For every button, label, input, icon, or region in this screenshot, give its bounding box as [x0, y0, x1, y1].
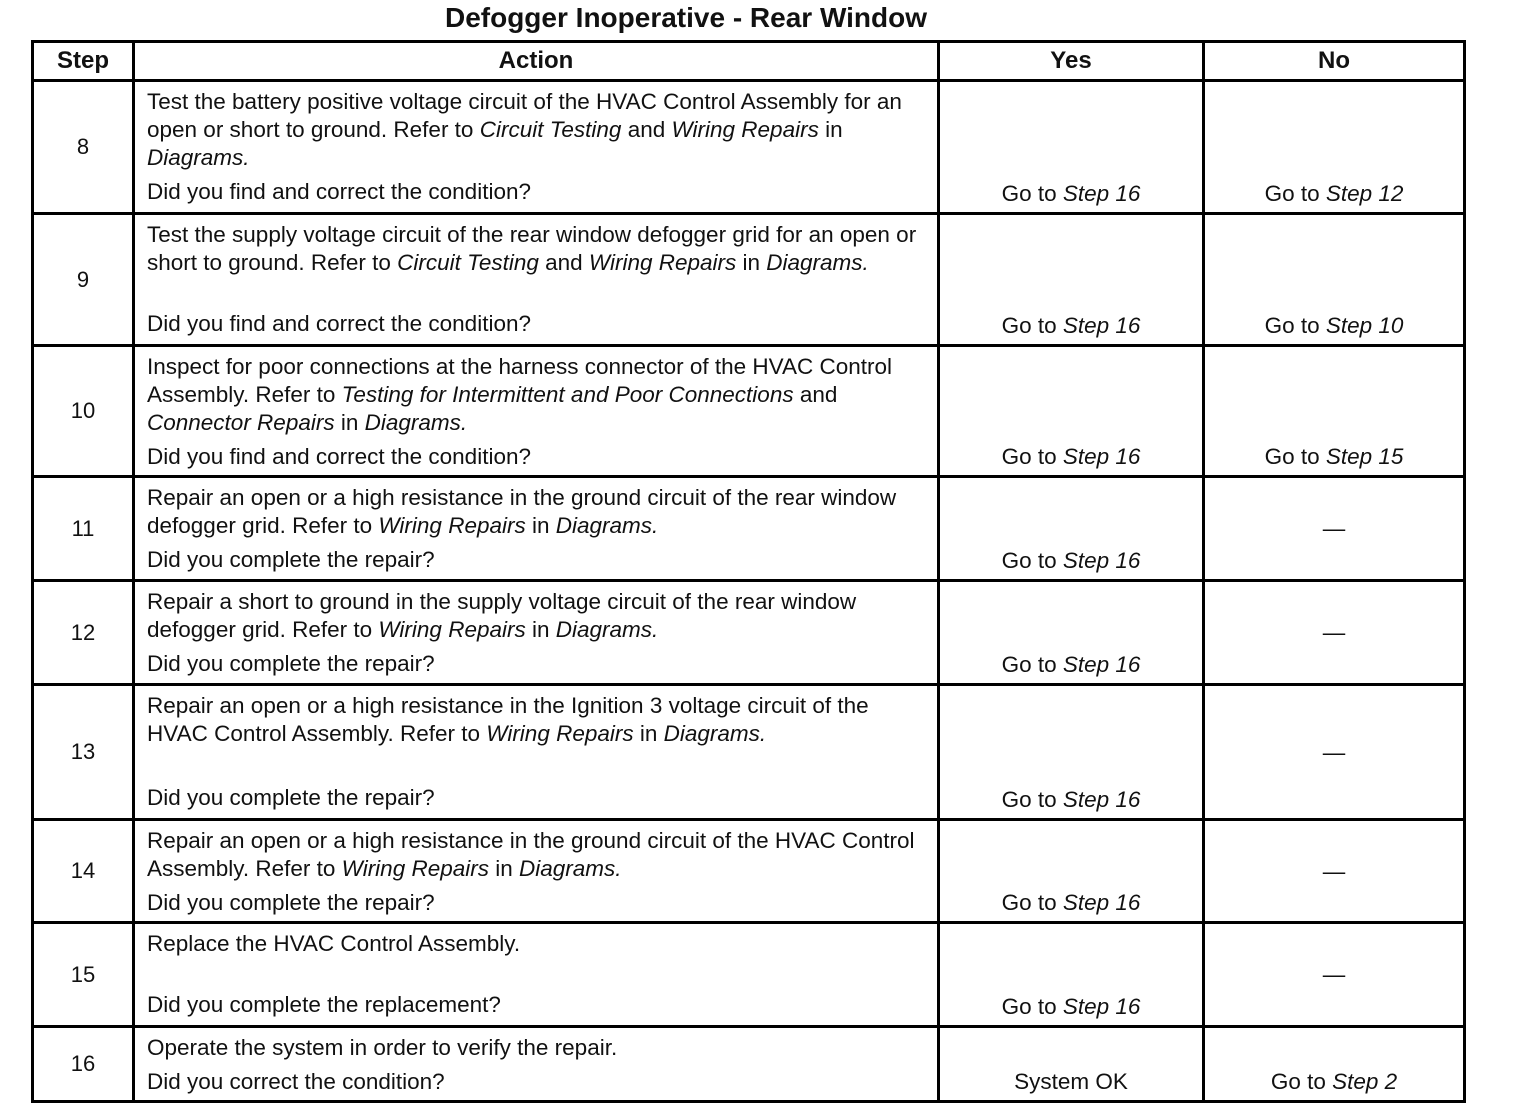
action-text: Diagrams.: [555, 513, 659, 538]
action-text: Test the battery positive voltage circuit of the HVAC Control Assembly for an open or short to ground. Refer to: [147, 89, 902, 142]
header-step: Step: [33, 42, 134, 81]
no-text: Go to: [1270, 1069, 1333, 1094]
no-result: [1204, 685, 1465, 820]
no-result: [1204, 820, 1465, 923]
action-text: in: [736, 250, 767, 275]
step-number: 14: [33, 820, 134, 923]
action-text: Repair an open or a high resistance in the ground circuit of the rear window defogger grid. Refer to: [147, 485, 897, 538]
no-text: Step 2: [1332, 1069, 1398, 1094]
action-cell: [134, 923, 939, 1027]
header-row: [33, 42, 1465, 81]
no-result: [1204, 81, 1465, 214]
no-text: —: [1322, 858, 1346, 884]
action-text: Repair an open or a high resistance in the ground circuit of the HVAC Control Assembly. Refer to: [147, 828, 915, 881]
action-text: Connector Repairs: [147, 410, 335, 435]
diagnostic-table: [31, 40, 1466, 1103]
yes-result: [939, 581, 1204, 685]
step-number: 9: [33, 214, 134, 346]
no-text: —: [1322, 516, 1346, 541]
action-text: Diagrams.: [147, 145, 250, 170]
step-number: 8: [33, 81, 134, 214]
step-number: 13: [33, 685, 134, 820]
yes-text: Go to: [1001, 181, 1063, 206]
action-question: Did you complete the replacement?: [147, 992, 501, 1017]
action-question: Did you correct the condition?: [147, 1069, 445, 1094]
header-action: Action: [134, 42, 939, 81]
yes-result: [939, 346, 1204, 477]
action-text: Diagrams.: [555, 617, 659, 642]
no-text: —: [1322, 962, 1346, 987]
header-yes: Yes: [939, 42, 1204, 81]
action-instruction: [147, 692, 927, 748]
action-text: Wiring Repairs: [588, 250, 737, 275]
step-number: 11: [33, 477, 134, 581]
action-instruction: [147, 221, 927, 277]
no-text: Go to: [1264, 181, 1326, 206]
yes-text: Step 16: [1062, 787, 1141, 812]
table-row: [33, 477, 1465, 581]
yes-text: Step 16: [1062, 444, 1141, 469]
action-text: Wiring Repairs: [486, 721, 634, 746]
step-number: 12: [33, 581, 134, 685]
action-text: Wiring Repairs: [378, 513, 526, 538]
yes-text: Go to: [1001, 548, 1063, 573]
no-text: Step 10: [1325, 313, 1404, 338]
yes-text: Go to: [1001, 313, 1063, 338]
table-row: [33, 581, 1465, 685]
action-text: and: [538, 250, 589, 275]
action-question: Did you find and correct the condition?: [147, 311, 531, 336]
action-text: in: [334, 410, 365, 435]
action-question: Did you complete the repair?: [147, 890, 435, 915]
action-text: Wiring Repairs: [341, 856, 489, 881]
no-result: [1204, 923, 1465, 1027]
action-text: in: [818, 117, 843, 142]
action-text: Diagrams.: [766, 250, 869, 275]
action-question: Did you find and correct the condition?: [147, 179, 531, 204]
no-result: [1204, 346, 1465, 477]
yes-text: Step 16: [1062, 548, 1141, 573]
yes-result: [939, 1027, 1204, 1102]
action-text: Diagrams.: [663, 721, 767, 746]
yes-result: [939, 923, 1204, 1027]
header-no: No: [1204, 42, 1465, 81]
yes-text: Step 16: [1062, 994, 1141, 1019]
action-question: Did you complete the repair?: [147, 651, 435, 676]
no-result: [1204, 1027, 1465, 1102]
action-text: Diagrams.: [519, 856, 622, 881]
yes-text: Go to: [1001, 890, 1063, 915]
action-cell: [134, 346, 939, 477]
action-cell: [134, 477, 939, 581]
no-text: Step 12: [1325, 181, 1404, 206]
action-text: in: [525, 617, 556, 642]
table-row: [33, 820, 1465, 923]
action-text: and: [621, 117, 672, 142]
yes-text: Go to: [1001, 994, 1063, 1019]
action-text: and: [793, 382, 838, 407]
action-question: Did you complete the repair?: [147, 785, 435, 810]
table-row: [33, 1027, 1465, 1102]
yes-text: System OK: [1014, 1069, 1128, 1094]
no-result: [1204, 581, 1465, 685]
action-question: Did you find and correct the condition?: [147, 444, 531, 469]
no-text: Go to: [1264, 313, 1326, 338]
action-text: Operate the system in order to verify the repair.: [147, 1035, 618, 1060]
action-cell: [134, 81, 939, 214]
action-instruction: [147, 353, 927, 437]
no-text: Go to: [1264, 444, 1326, 469]
action-text: Test the supply voltage circuit of the rear window defogger grid for an open or short to ground. Refer to: [147, 222, 917, 275]
table-row: [33, 214, 1465, 346]
action-text: Testing for Intermittent and Poor Connections: [341, 382, 794, 407]
yes-result: [939, 685, 1204, 820]
yes-result: [939, 477, 1204, 581]
action-text: in: [525, 513, 556, 538]
action-text: Circuit Testing: [397, 250, 539, 275]
table-row: [33, 81, 1465, 214]
table-row: [33, 923, 1465, 1027]
yes-text: Go to: [1001, 787, 1063, 812]
yes-result: [939, 820, 1204, 923]
step-number: 15: [33, 923, 134, 1027]
action-instruction: [147, 588, 927, 644]
step-number: 16: [33, 1027, 134, 1102]
action-text: Wiring Repairs: [378, 617, 526, 642]
action-instruction: [147, 1034, 927, 1062]
yes-text: Go to: [1001, 444, 1063, 469]
yes-result: [939, 214, 1204, 346]
table-body: [33, 81, 1465, 1102]
action-question: Did you complete the repair?: [147, 547, 435, 572]
action-cell: [134, 820, 939, 923]
action-text: in: [633, 721, 664, 746]
action-instruction: [147, 930, 927, 958]
action-instruction: [147, 88, 927, 172]
yes-text: Go to: [1001, 652, 1063, 677]
action-cell: [134, 685, 939, 820]
no-text: —: [1322, 620, 1346, 645]
action-text: Wiring Repairs: [671, 117, 819, 142]
no-result: [1204, 477, 1465, 581]
action-instruction: [147, 484, 927, 540]
yes-text: Step 16: [1062, 181, 1141, 206]
action-text: Replace the HVAC Control Assembly.: [147, 931, 521, 956]
action-text: Repair an open or a high resistance in the Ignition 3 voltage circuit of the HVAC Control Assembly. Refer to: [147, 693, 869, 746]
yes-text: Step 16: [1062, 313, 1141, 338]
no-result: [1204, 214, 1465, 346]
page-title: Defogger Inoperative - Rear Window: [444, 2, 928, 33]
no-text: Step 15: [1325, 444, 1404, 469]
action-instruction: [147, 827, 927, 883]
action-text: Diagrams.: [364, 410, 468, 435]
step-number: 10: [33, 346, 134, 477]
action-cell: [134, 214, 939, 346]
action-cell: [134, 581, 939, 685]
no-text: —: [1322, 739, 1346, 765]
yes-text: Step 16: [1062, 890, 1141, 915]
action-text: Inspect for poor connections at the harness connector of the HVAC Control Assembly. Refer to: [147, 354, 892, 407]
table-row: [33, 346, 1465, 477]
action-text: Circuit Testing: [479, 117, 622, 142]
action-text: Repair a short to ground in the supply voltage circuit of the rear window defogger grid. Refer to: [147, 589, 857, 642]
yes-text: Step 16: [1062, 652, 1141, 677]
action-text: in: [489, 856, 520, 881]
table-row: [33, 685, 1465, 820]
yes-result: [939, 81, 1204, 214]
action-cell: [134, 1027, 939, 1102]
